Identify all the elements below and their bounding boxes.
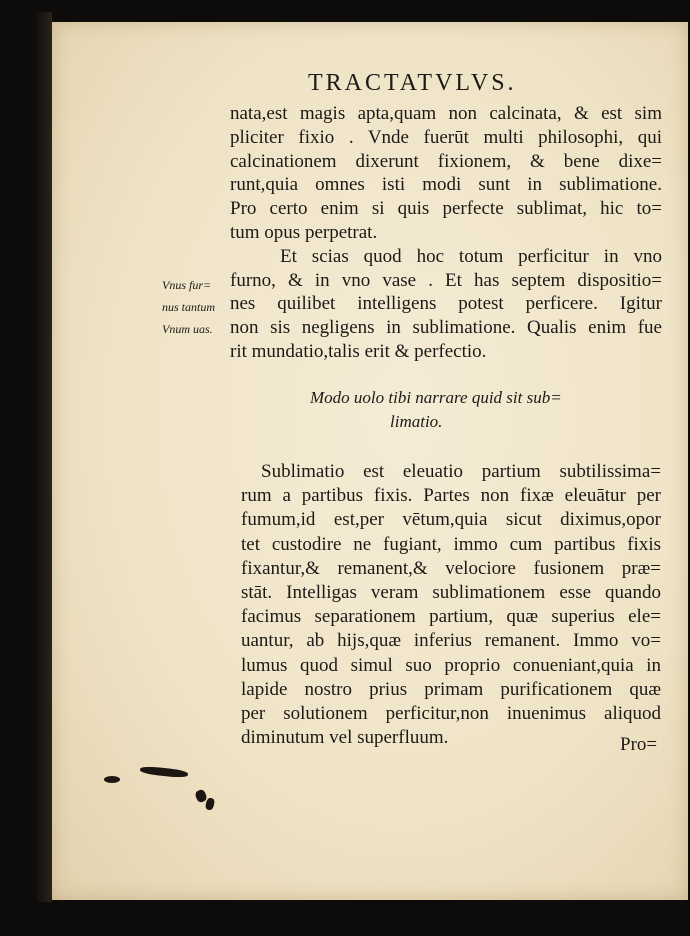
text-line: tet custodire ne fugiant, immo cum partibus fixis [241, 533, 661, 555]
text-line: stāt. Intelligas veram sublimationem esse quando [241, 582, 661, 604]
text-line: per solutionem perficitur,non inuenimus aliquod [241, 703, 661, 725]
text-line: calcinationem dixerunt fixionem, & bene dixe= [230, 150, 662, 172]
text-line: Et scias quod hoc totum perficitur in vno [280, 245, 662, 267]
paragraph-2 [241, 460, 661, 750]
text-line: rit mundatio,talis erit & perfectio. [230, 340, 487, 362]
running-head: TRACTATVLVS. [308, 70, 517, 96]
text-line: fixantur,& remanent,& velociore fusionem præ= [241, 557, 661, 579]
text-line: fumum,id est,per vētum,quia sicut diximus,opor [241, 509, 661, 531]
text-line: nata,est magis apta,quam non calcinata, & est sim [230, 103, 662, 124]
marginal-note [162, 274, 215, 340]
text-line: Sublimatio est eleuatio partium subtilissima= [261, 461, 661, 482]
marginal-note-line: Vnus fur= [162, 278, 212, 292]
marginal-note-line: nus tantum [162, 300, 216, 314]
text-line: runt,quia omnes isti modi sunt in sublimatione. [230, 174, 662, 196]
ink-stain-dot [104, 776, 120, 783]
text-line: tum opus perpetrat. [230, 221, 378, 243]
marginal-note-line: Vnum uas. [162, 322, 213, 336]
section-heading-line: Modo uolo tibi narrare quid sit sub= [310, 388, 562, 407]
text-line: nes quilibet intelligens potest perficere. Igitur [230, 293, 662, 315]
text-line: rum a partibus fixis. Partes non fixæ eleuātur per [241, 485, 661, 507]
text-line: lumus quod simul suo proprio conueniant,quia in [241, 654, 661, 676]
section-heading-line: limatio. [390, 412, 443, 431]
book-gutter [36, 12, 52, 902]
text-line: non sis negligens in sublimatione. Qualis enim fue [230, 317, 662, 339]
text-line: pliciter fixio . Vnde fuerūt multi philosophi, qui [230, 126, 662, 148]
paragraph-1 [230, 102, 662, 364]
catchword: Pro= [620, 734, 658, 755]
text-line: furno, & in vno vase . Et has septem dispositio= [230, 269, 662, 291]
section-heading [310, 386, 562, 434]
text-line: uantur, ab hijs,quæ inferius remanent. Immo vo= [241, 630, 661, 652]
text-line: facimus separationem partium, quæ superius ele= [241, 606, 661, 628]
text-line: Pro certo enim si quis perfecte sublimat, hic to= [230, 198, 662, 220]
text-line: lapide nostro prius primam purificationem quæ [241, 678, 661, 700]
text-line: diminutum vel superfluum. [241, 727, 449, 749]
